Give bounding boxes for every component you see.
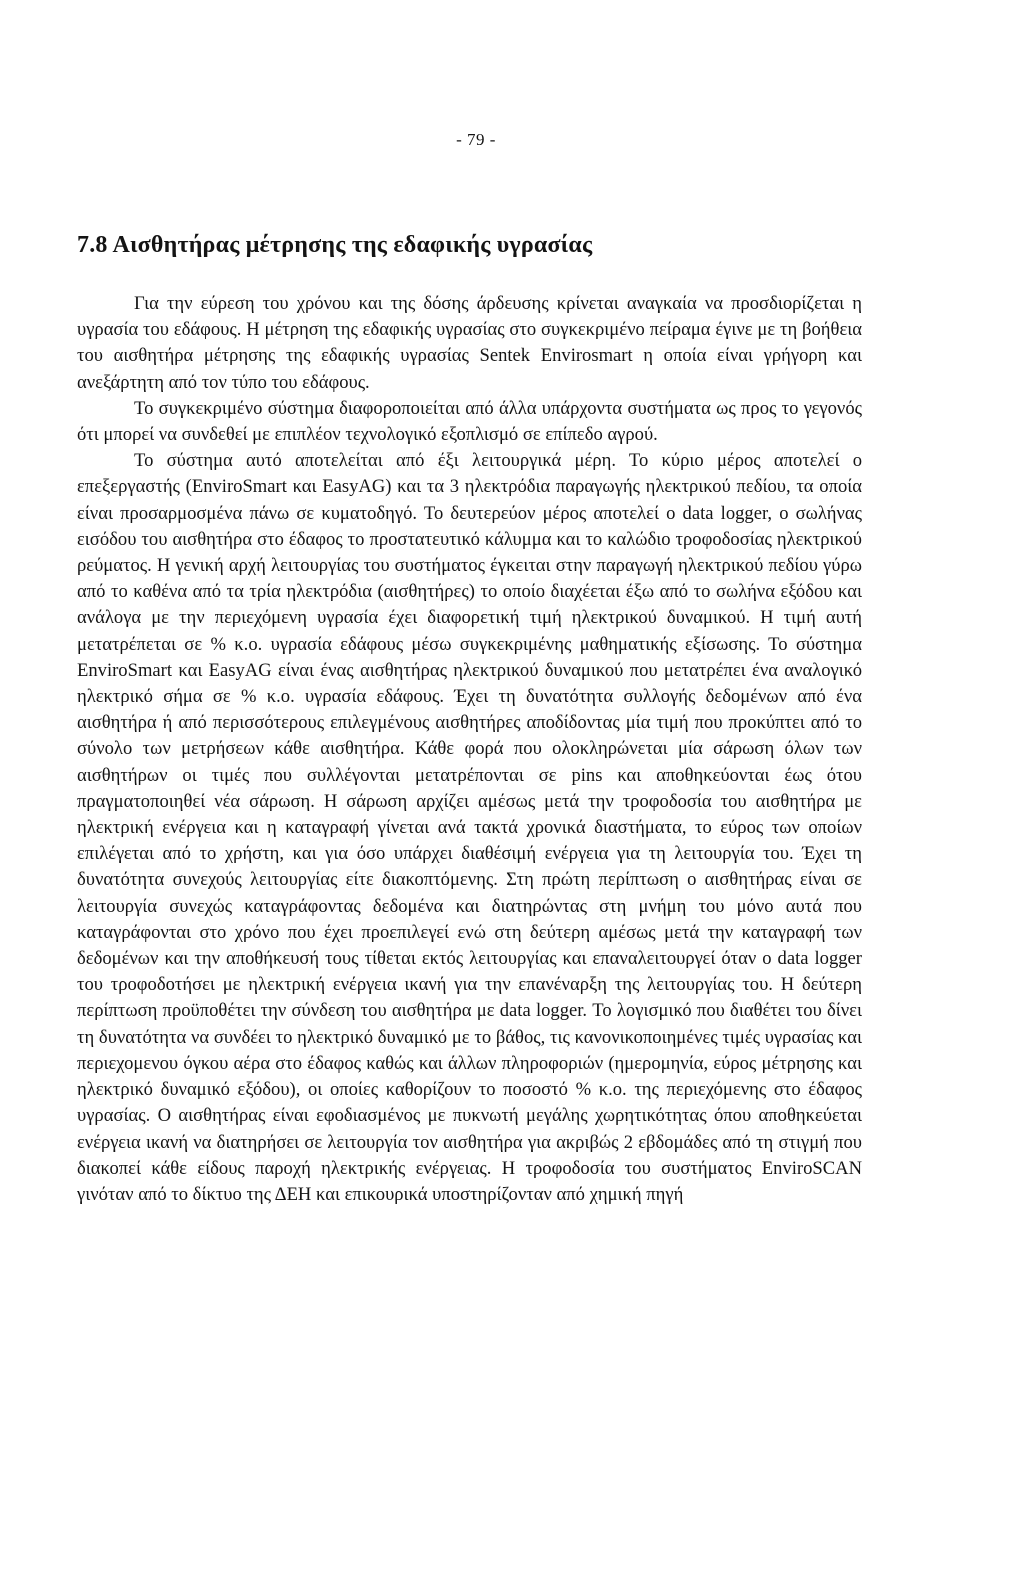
paragraph-system-difference: Το συγκεκριμένο σύστημα διαφοροποιείται από άλλα υπάρχοντα συστήματα ως προς το γεγονός ότι μπορεί να συνδεθεί με επιπλέον τεχνολογικό εξοπλισμό σε επίπεδο αγρού. [77, 397, 862, 446]
paragraph-system-parts: Το σύστημα αυτό αποτελείται από έξι λειτουργικά μέρη. Το κύριο μέρος αποτελεί ο επεξεργαστής (EnviroSmart και EasyAG) και τα 3 ηλεκτρόδια παραγωγής ηλεκτρικού πεδίου, τα οποία είναι προσαρμοσμένα πάνω σε κυματοδηγό. Το δευτερεύον μέρος αποτελεί ο data logger, ο σωλήνας εισόδου του αισθητήρα στο έδαφος το προστατευτικό κάλυμμα και το καλώδιο τροφοδοσίας ηλεκτρικού ρεύματος. Η γενική αρχή λειτουργίας του συστήματος έγκειται στην παραγωγή ηλεκτρικού πεδίου γύρω από το καθένα από τα τρία ηλεκτρόδια (αισθητήρες) το οποίο διαχέεται έξω από το σωλήνα εξόδου και ανάλογα με την περιεχόμενη υγρασία έχει διαφορετική τιμή ηλεκτρικού δυναμικού. Η τιμή αυτή μετατρέπεται σε % κ.ο. υγρασία εδάφους μέσω συγκεκριμένης μαθηματικής εξίσωσης. Το σύστημα EnviroSmart και EasyAG είναι ένας αισθητήρας ηλεκτρικού δυναμικού που μετατρέπει ένα αναλογικό ηλεκτρικό σήμα σε % κ.ο. υγρασία εδάφους. Έχει τη δυνατότητα συλλογής δεδομένων από ένα αισθητήρα ή από περισσότερους επιλεγμένους αισθητήρες αποδίδοντας μία τιμή που προκύπτει από το σύνολο των μετρήσεων κάθε αισθητήρα. Κάθε φορά που ολοκληρώνεται μία σάρωση όλων των αισθητήρων οι τιμές που συλλέγονται μετατρέπονται σε pins και αποθηκεύονται έως ότου πραγματοποιηθεί νέα σάρωση. Η σάρωση αρχίζει αμέσως μετά την τροφοδοσία του αισθητήρα με ηλεκτρική ενέργεια και η καταγραφή γίνεται ανά τακτά χρονικά διαστήματα, το εύρος των οποίων επιλέγεται από το χρήστη, και για όσο υπάρχει διαθέσιμή ενέργεια για τη λειτουργία του. Έχει τη δυνατότητα συνεχούς λειτουργίας είτε διακοπτόμενης. Στη πρώτη περίπτωση ο αισθητήρας είναι σε λειτουργία συνεχώς καταγράφοντας δεδομένα και διατηρώντας στη μνήμη του μόνο αυτά που καταγράφονται στο χρόνο που έχει προεπιλεγεί ενώ στη δεύτερη αμέσως μετά την καταγραφή των δεδομένων και την αποθήκευσή τους τίθεται εκτός λειτουργίας και επαναλειτουργεί όταν ο data logger του τροφοδοτήσει με ηλεκτρική ενέργεια ικανή για την επανέναρξη της λειτουργίας του. Η δεύτερη περίπτωση προϋποθέτει την σύνδεση του αισθητήρα με data logger. Το λογισμικό που διαθέτει του δίνει τη δυνατότητα να συνδέει το ηλεκτρικό δυναμικό με το βάθος, τις κανονικοποιημένες τιμές υγρασίας και περιεχομενου όγκου αέρα στο έδαφος καθώς και άλλων πληροφοριών (ημερομηνία, εύρος μέτρησης και ηλεκτρικό δυναμικό εξόδου), οι οποίες καθορίζουν το ποσοστό % κ.ο. της περιεχόμενης στο έδαφος υγρασίας. Ο αισθητήρας είναι εφοδιασμένος με πυκνωτή μεγάλης χωρητικότητας όπου αποθηκεύεται ενέργεια ικανή να διατηρήσει σε λειτουργία τον αισθητήρα για ακριβώς 2 εβδομάδες από τη στιγμή που διακοπεί κάθε είδους παροχή ηλεκτρικής ενέργειας. Η τροφοδοσία του συστήματος EnviroSCAN γινόταν από το δίκτυο της ΔΕΗ και επικουρικά υποστηρίζονταν από χημική πηγή [77, 450, 862, 1205]
section-heading: 7.8 Αισθητήρας μέτρησης της εδαφικής υγρασίας [77, 232, 593, 258]
paragraph-intro: Για την εύρεση του χρόνου και της δόσης άρδευσης κρίνεται αναγκαία να προσδιορίζεται η υγρασία του εδάφους. Η μέτρηση της εδαφικής υγρασίας στο συγκεκριμένο πείραμα έγινε με τη βοήθεια του αισθητήρα μέτρησης της εδαφικής υγρασίας Sentek Envirosmart η οποία είναι γρήγορη και ανεξάρτητη από τον τύπο του εδάφους. [77, 293, 862, 393]
body-text [77, 291, 862, 1208]
page-number: - 79 - [456, 130, 496, 149]
